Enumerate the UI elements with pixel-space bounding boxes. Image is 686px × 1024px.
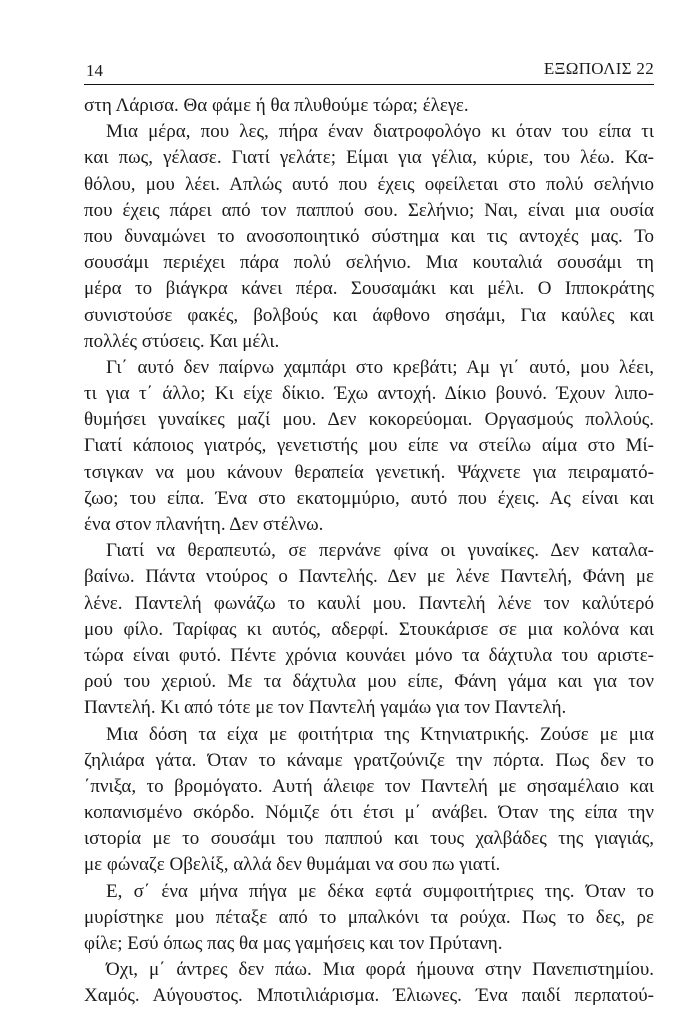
text-line: κοπανισμένο σκόρδο. Νόμιζε ότι έτσι μ΄ ανάβει. Όταν της είπα την <box>84 802 654 824</box>
text-line: βαίνω. Πάντα ντούρος ο Παντελής. Δεν με λένε Παντελή, Φάνη με <box>84 566 654 588</box>
text-line: θόλου, μου λέει. Απλώς αυτό που έχεις οφείλεται στο πολύ σελήνιο <box>84 173 654 195</box>
text-line: και πως, γέλασε. Γιατί γελάτε; Είμαι για γέλια, κύριε, του λέω. Κα- <box>84 147 654 169</box>
text-line: ζωο; του είπα. Ένα στο εκατομμύριο, αυτό που έχεις. Ας είναι και <box>84 487 654 509</box>
text-line: με φώναζε Οβελίξ, αλλά δεν θυμάμαι να σου πω γιατί. <box>84 854 501 876</box>
text-line: τσιγκαν να μου κάνουν θεραπεία γενετική. Ψάχνετε για πειραματό- <box>84 461 654 483</box>
running-head: ΕΞΩΠΟΛΙΣ 22 <box>543 59 654 78</box>
body-text <box>84 93 654 1010</box>
text-line: Γι΄ αυτό δεν παίρνω χαμπάρι στο κρεβάτι; Αμ γι΄ αυτό, μου λέει, <box>106 356 654 378</box>
text-line: Μια μέρα, που λες, πήρα έναν διατροφολόγο κι όταν του είπα τι <box>106 121 654 143</box>
text-line: συνιστούσε φακές, βολβούς και άφθονο σησάμι, Για καύλες και <box>84 304 654 326</box>
text-line: Όχι, μ΄ άντρες δεν πάω. Μια φορά ήμουνα στην Πανεπιστημίου. <box>106 959 654 981</box>
text-line: Ε, σ΄ ένα μήνα πήγα με δέκα εφτά συμφοιτήτριες της. Όταν το <box>106 880 654 902</box>
text-line: Γιατί κάποιος γιατρός, γενετιστής μου είπε να στείλω αίμα στο Μί- <box>84 435 654 457</box>
text-line: φίλε; Εσύ όπως πας θα μας γαμήσεις και τον Πρύτανη. <box>84 933 503 954</box>
text-line: μέρα το βιάγκρα κάνει πέρα. Σουσαμάκι και μέλι. Ο Ιπποκράτης <box>84 278 654 300</box>
text-line: στη Λάρισα. Θα φάμε ή θα πλυθούμε τώρα; έλεγε. <box>84 95 469 116</box>
text-line: σουσάμι περιέχει πάρα πολύ σελήνιο. Μια κουταλιά σουσάμι τη <box>84 252 654 274</box>
text-line: Χαμός. Αύγουστος. Μποτιλιάρισμα. Έλιωνες. Ένα παιδί περπατού- <box>84 985 654 1007</box>
text-line: ένα στον πλανήτη. Δεν στέλνω. <box>84 514 324 535</box>
text-line: Μια δόση τα είχα με φοιτήτρια της Κτηνιατρικής. Ζούσε με μια <box>106 723 654 745</box>
header-rule <box>84 84 654 85</box>
text-line: ζηλιάρα γάτα. Όταν το κάναμε γρατζούνιζε την πόρτα. Πως δεν το <box>84 749 654 771</box>
text-line: Γιατί να θεραπευτώ, σε περνάνε φίνα οι γυναίκες. Δεν καταλα- <box>106 540 654 562</box>
page-number: 14 <box>86 61 103 80</box>
text-line: Παντελή. Κι από τότε με τον Παντελή γαμάω για τον Παντελή. <box>84 697 567 719</box>
text-line: τώρα είναι φυτό. Πέντε χρόνια κουνάει μόνο τα δάχτυλα του αριστε- <box>84 644 654 666</box>
page-header <box>84 58 654 82</box>
text-line: ρού του χεριού. Με τα δάχτυλα μου είπε, Φάνη γάμα και για τον <box>84 671 654 693</box>
text-line: τι για τ΄ άλλο; Κι είχε δίκιο. Έχω αντοχή. Δίκιο βουνό. Έχουν λιπο- <box>84 383 654 405</box>
text-line: που δυναμώνει το ανοσοποιητικό σύστημα και τις αντοχές μας. Το <box>84 225 654 247</box>
text-line: ιστορία με το σουσάμι του παππού και τους χαλβάδες της γιαγιάς, <box>84 828 654 850</box>
text-line: μυρίστηκε μου πέταξε από το μπαλκόνι τα ρούχα. Πως το δες, ρε <box>84 906 654 928</box>
text-line: μου φίλο. Ταρίφας κι αυτός, αδερφί. Στουκάρισε σε μια κολόνα και <box>84 618 654 640</box>
text-line: πολλές στύσεις. Και μέλι. <box>84 330 280 352</box>
text-line: λένε. Παντελή φωνάζω το καυλί μου. Παντελή λένε τον καλύτερό <box>84 592 654 614</box>
text-line: ΄πνιξα, το βρομόγατο. Αυτή άλειφε τον Παντελή με σησαμέλαιο και <box>84 775 654 797</box>
text-line: θυμήσει γυναίκες μαζί μου. Δεν κοκορεύομαι. Οργασμούς πολλούς. <box>84 409 654 431</box>
text-line: που έχεις πάρει από τον παππού σου. Σελήνιο; Ναι, είναι μια ουσία <box>84 199 654 221</box>
